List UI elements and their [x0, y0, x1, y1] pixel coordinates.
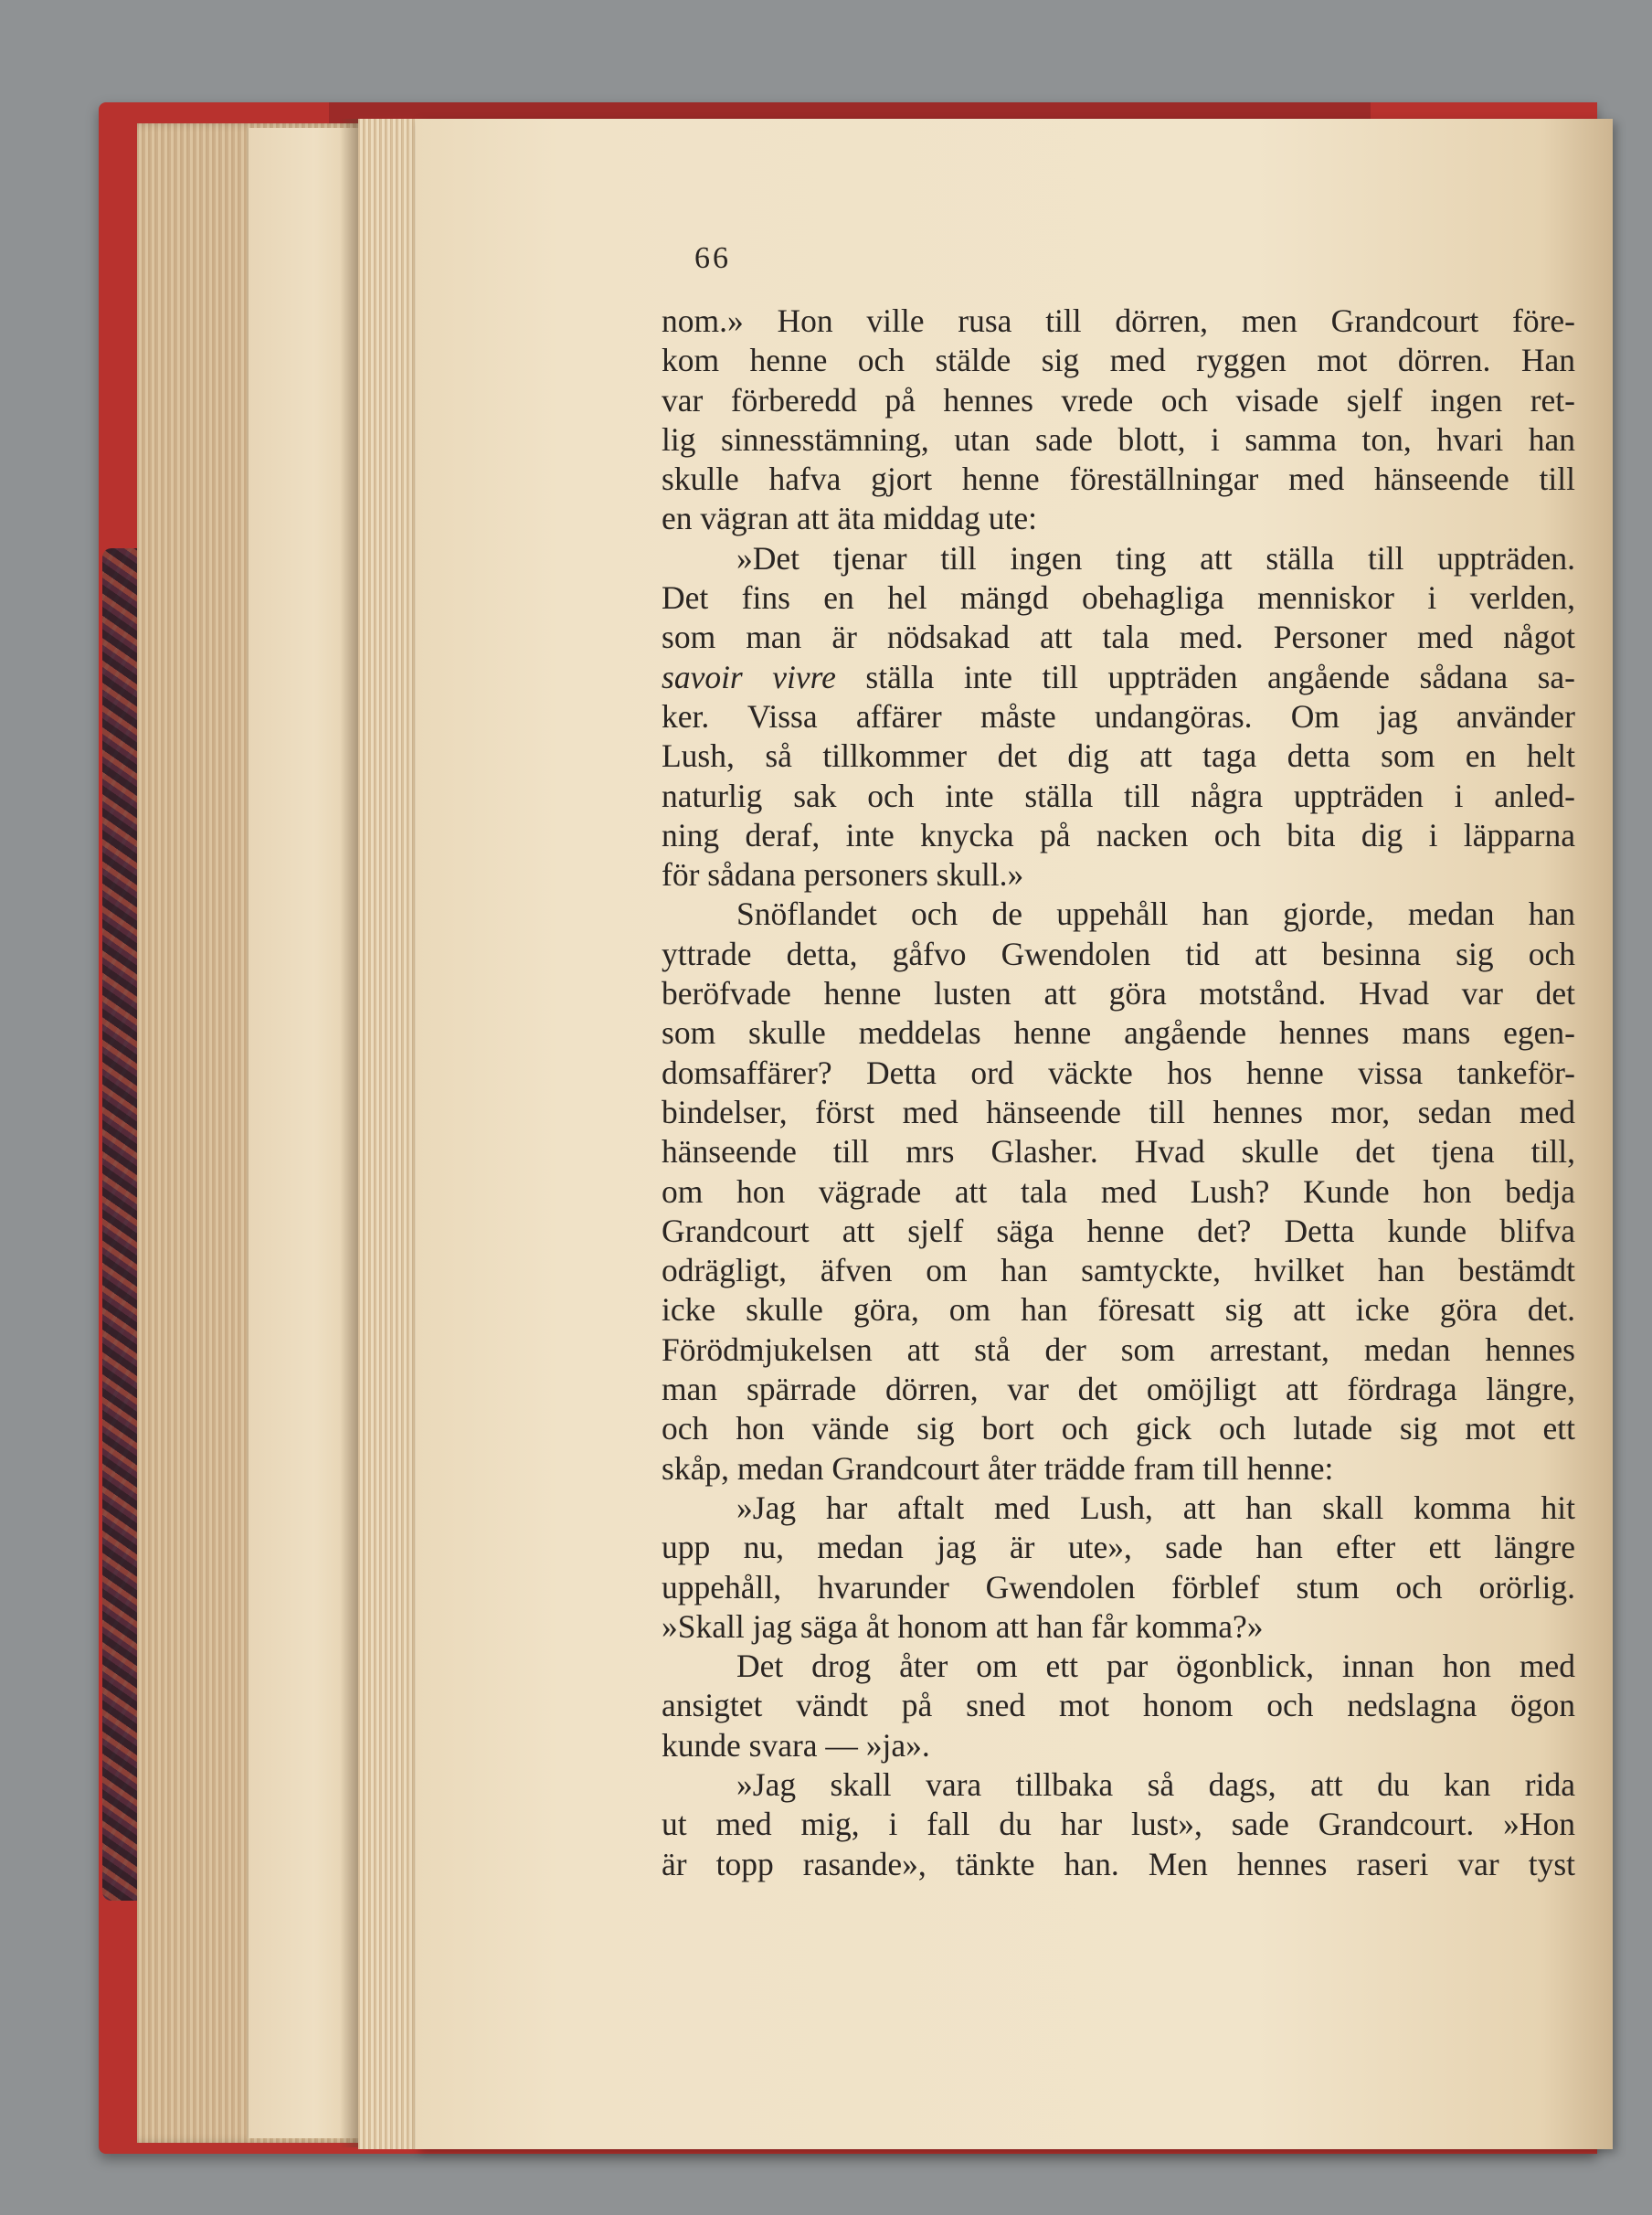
text-line: savoir vivre ställa inte till uppträden angående sådana sa-: [662, 658, 1575, 695]
text-line: ning deraf, inte knycka på nacken och bita dig i läpparna: [662, 816, 1575, 853]
text-line: ansigtet vändt på sned mot honom och nedslagna ögon: [662, 1687, 1575, 1724]
text-line: »Jag skall vara tillbaka så dags, att du kan rida: [736, 1765, 1575, 1803]
text-line: ker. Vissa affärer måste undangöras. Om jag använder: [662, 697, 1575, 735]
text-line: Förödmjukelsen att stå der som arrestant, medan hennes: [662, 1330, 1575, 1368]
text-line: nom.» Hon ville rusa till dörren, men Grandcourt före-: [662, 302, 1575, 339]
text-line: Det fins en hel mängd obehagliga menniskor i verlden,: [662, 579, 1575, 617]
text-line: som man är nödsakad att tala med. Personer med något: [662, 619, 1575, 656]
text-line: Snöflandet och de uppehåll han gjorde, medan han: [736, 896, 1575, 933]
text-line: skåp, medan Grandcourt åter trädde fram till henne:: [662, 1449, 1334, 1487]
text-line: Det drog åter om ett par ögonblick, innan hon med: [736, 1648, 1575, 1685]
text-line: »Jag har aftalt med Lush, att han skall komma hit: [736, 1489, 1575, 1526]
text-line: odrägligt, äfven om han samtyckte, hvilket han bestämdt: [662, 1252, 1575, 1289]
text-line: kunde svara — »ja».: [662, 1726, 930, 1764]
text-line: som skulle meddelas henne angående hennes mans egen-: [662, 1014, 1575, 1052]
text-line: om hon vägrade att tala med Lush? Kunde hon bedja: [662, 1172, 1575, 1210]
text-line: naturlig sak och inte ställa till några uppträden i anled-: [662, 777, 1575, 814]
text-line: man spärrade dörren, var det omöjligt att fördraga längre,: [662, 1371, 1575, 1408]
text-line: »Skall jag säga åt honom att han får komma?»: [662, 1607, 1264, 1645]
text-line: domsaffärer? Detta ord väckte hos henne vissa tankeför-: [662, 1054, 1575, 1091]
italic-phrase: savoir vivre: [662, 658, 836, 695]
text-line: för sådana personers skull.»: [662, 856, 1024, 894]
text-line: skulle hafva gjort henne föreställningar med hänseende till: [662, 461, 1575, 498]
right-page-edges: [358, 119, 422, 2149]
text-line: Grandcourt att sjelf säga henne det? Detta kunde blifva: [662, 1212, 1575, 1249]
text-line: lig sinnesstämning, utan sade blott, i samma ton, hvari han: [662, 420, 1575, 458]
page-body-text: [662, 302, 1575, 1884]
text-line: kom henne och stälde sig med ryggen mot dörren. Han: [662, 342, 1575, 379]
text-line: beröfvade henne lusten att göra motstånd. Hvad var det: [662, 975, 1575, 1012]
text-line: Lush, så tillkommer det dig att taga detta som en helt: [662, 737, 1575, 775]
text-line: och hon vände sig bort och gick och lutade sig mot ett: [662, 1410, 1575, 1447]
text-line: »Det tjenar till ingen ting att ställa till uppträden.: [736, 539, 1575, 577]
text-line: hänseende till mrs Glasher. Hvad skulle det tjena till,: [662, 1133, 1575, 1171]
text-line: en vägran att äta middag ute:: [662, 500, 1038, 537]
text-line: ut med mig, i fall du har lust», sade Grandcourt. »Hon: [662, 1806, 1575, 1843]
text-line: bindelser, först med hänseende till hennes mor, sedan med: [662, 1093, 1575, 1130]
text-line: icke skulle göra, om han föresatt sig att icke göra det.: [662, 1291, 1575, 1329]
text-line: var förberedd på hennes vrede och visade sjelf ingen ret-: [662, 381, 1575, 419]
text-line: upp nu, medan jag är ute», sade han efter ett längre: [662, 1529, 1575, 1566]
text-line: yttrade detta, gåfvo Gwendolen tid att besinna sig och: [662, 935, 1575, 972]
text-line: uppehåll, hvarunder Gwendolen förblef stum och orörlig.: [662, 1568, 1575, 1606]
text-line: är topp rasande», tänkte han. Men hennes raseri var tyst: [662, 1845, 1575, 1882]
page-number: 66: [694, 241, 731, 275]
